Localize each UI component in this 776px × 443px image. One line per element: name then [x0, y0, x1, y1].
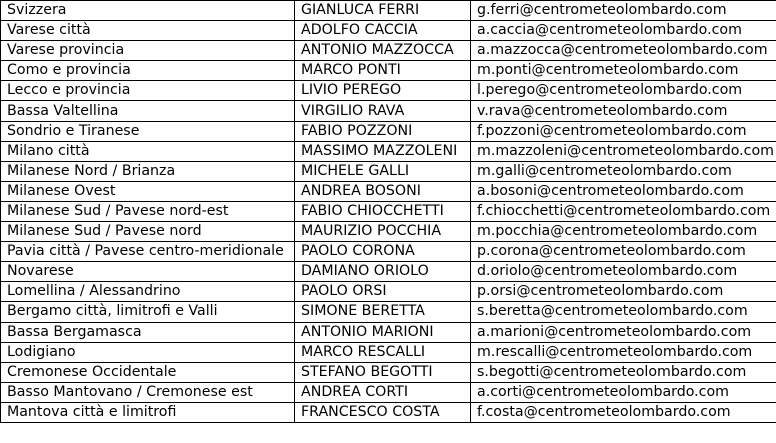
email-cell[interactable]: f.chiocchetti@centrometeolombardo.com — [471, 201, 776, 221]
table-row — [1, 181, 776, 201]
zone-cell: Como e provincia — [1, 61, 295, 81]
zone-cell: Milanese Sud / Pavese nord-est — [1, 201, 295, 221]
table-row — [1, 322, 776, 342]
zone-cell: Novarese — [1, 262, 295, 282]
email-cell[interactable]: p.orsi@centrometeolombardo.com — [471, 282, 776, 302]
table-row — [1, 1, 776, 21]
email-cell[interactable]: s.beretta@centrometeolombardo.com — [471, 302, 776, 322]
zone-cell: Milanese Sud / Pavese nord — [1, 222, 295, 242]
email-cell[interactable]: m.ponti@centrometeolombardo.com — [471, 61, 776, 81]
zone-cell: Pavia città / Pavese centro-meridionale — [1, 242, 295, 262]
zone-cell: Varese città — [1, 21, 295, 41]
table-row — [1, 402, 776, 422]
email-cell[interactable]: s.begotti@centrometeolombardo.com — [471, 362, 776, 382]
email-cell[interactable]: f.pozzoni@centrometeolombardo.com — [471, 121, 776, 141]
table-row — [1, 201, 776, 221]
email-cell[interactable]: g.ferri@centrometeolombardo.com — [471, 1, 776, 21]
name-cell: FABIO POZZONI — [295, 121, 471, 141]
zone-cell: Bergamo città, limitrofi e Valli — [1, 302, 295, 322]
contacts-table-body — [1, 1, 776, 423]
zone-cell: Varese provincia — [1, 41, 295, 61]
table-row — [1, 222, 776, 242]
name-cell: FABIO CHIOCCHETTI — [295, 201, 471, 221]
zone-cell: Svizzera — [1, 1, 295, 21]
name-cell: MARCO PONTI — [295, 61, 471, 81]
name-cell: DAMIANO ORIOLO — [295, 262, 471, 282]
table-row — [1, 161, 776, 181]
name-cell: LIVIO PEREGO — [295, 81, 471, 101]
name-cell: STEFANO BEGOTTI — [295, 362, 471, 382]
table-row — [1, 282, 776, 302]
table-row — [1, 242, 776, 262]
zone-cell: Lomellina / Alessandrino — [1, 282, 295, 302]
name-cell: ANDREA CORTI — [295, 382, 471, 402]
email-cell[interactable]: a.bosoni@centrometeolombardo.com — [471, 181, 776, 201]
email-cell[interactable]: a.corti@centrometeolombardo.com — [471, 382, 776, 402]
email-cell[interactable]: d.oriolo@centrometeolombardo.com — [471, 262, 776, 282]
email-cell[interactable]: v.rava@centrometeolombardo.com — [471, 101, 776, 121]
email-cell[interactable]: a.caccia@centrometeolombardo.com — [471, 21, 776, 41]
zone-cell: Cremonese Occidentale — [1, 362, 295, 382]
table-row — [1, 21, 776, 41]
name-cell: VIRGILIO RAVA — [295, 101, 471, 121]
table-row — [1, 41, 776, 61]
name-cell: MARCO RESCALLI — [295, 342, 471, 362]
email-cell[interactable]: p.corona@centrometeolombardo.com — [471, 242, 776, 262]
name-cell: ADOLFO CACCIA — [295, 21, 471, 41]
name-cell: PAOLO CORONA — [295, 242, 471, 262]
table-row — [1, 362, 776, 382]
zone-cell: Milanese Ovest — [1, 181, 295, 201]
zone-cell: Sondrio e Tiranese — [1, 121, 295, 141]
email-cell[interactable]: m.mazzoleni@centrometeolombardo.com — [471, 141, 776, 161]
table-row — [1, 101, 776, 121]
name-cell: FRANCESCO COSTA — [295, 402, 471, 422]
zone-cell: Milano città — [1, 141, 295, 161]
zone-cell: Lodigiano — [1, 342, 295, 362]
zone-cell: Milanese Nord / Brianza — [1, 161, 295, 181]
table-row — [1, 141, 776, 161]
table-row — [1, 81, 776, 101]
email-cell[interactable]: f.costa@centrometeolombardo.com — [471, 402, 776, 422]
name-cell: MAURIZIO POCCHIA — [295, 222, 471, 242]
table-row — [1, 342, 776, 362]
email-cell[interactable]: m.galli@centrometeolombardo.com — [471, 161, 776, 181]
table-row — [1, 302, 776, 322]
name-cell: SIMONE BERETTA — [295, 302, 471, 322]
name-cell: ANDREA BOSONI — [295, 181, 471, 201]
zone-cell: Bassa Bergamasca — [1, 322, 295, 342]
name-cell: ANTONIO MAZZOCCA — [295, 41, 471, 61]
email-cell[interactable]: l.perego@centrometeolombardo.com — [471, 81, 776, 101]
name-cell: PAOLO ORSI — [295, 282, 471, 302]
table-row — [1, 382, 776, 402]
name-cell: MICHELE GALLI — [295, 161, 471, 181]
email-cell[interactable]: a.marioni@centrometeolombardo.com — [471, 322, 776, 342]
zone-cell: Bassa Valtellina — [1, 101, 295, 121]
email-cell[interactable]: a.mazzocca@centrometeolombardo.com — [471, 41, 776, 61]
name-cell: MASSIMO MAZZOLENI — [295, 141, 471, 161]
name-cell: ANTONIO MARIONI — [295, 322, 471, 342]
table-row — [1, 262, 776, 282]
table-row — [1, 61, 776, 81]
email-cell[interactable]: m.pocchia@centrometeolombardo.com — [471, 222, 776, 242]
zone-cell: Mantova città e limitrofi — [1, 402, 295, 422]
email-cell[interactable]: m.rescalli@centrometeolombardo.com — [471, 342, 776, 362]
table-row — [1, 121, 776, 141]
zone-cell: Basso Mantovano / Cremonese est — [1, 382, 295, 402]
name-cell: GIANLUCA FERRI — [295, 1, 471, 21]
zone-cell: Lecco e provincia — [1, 81, 295, 101]
